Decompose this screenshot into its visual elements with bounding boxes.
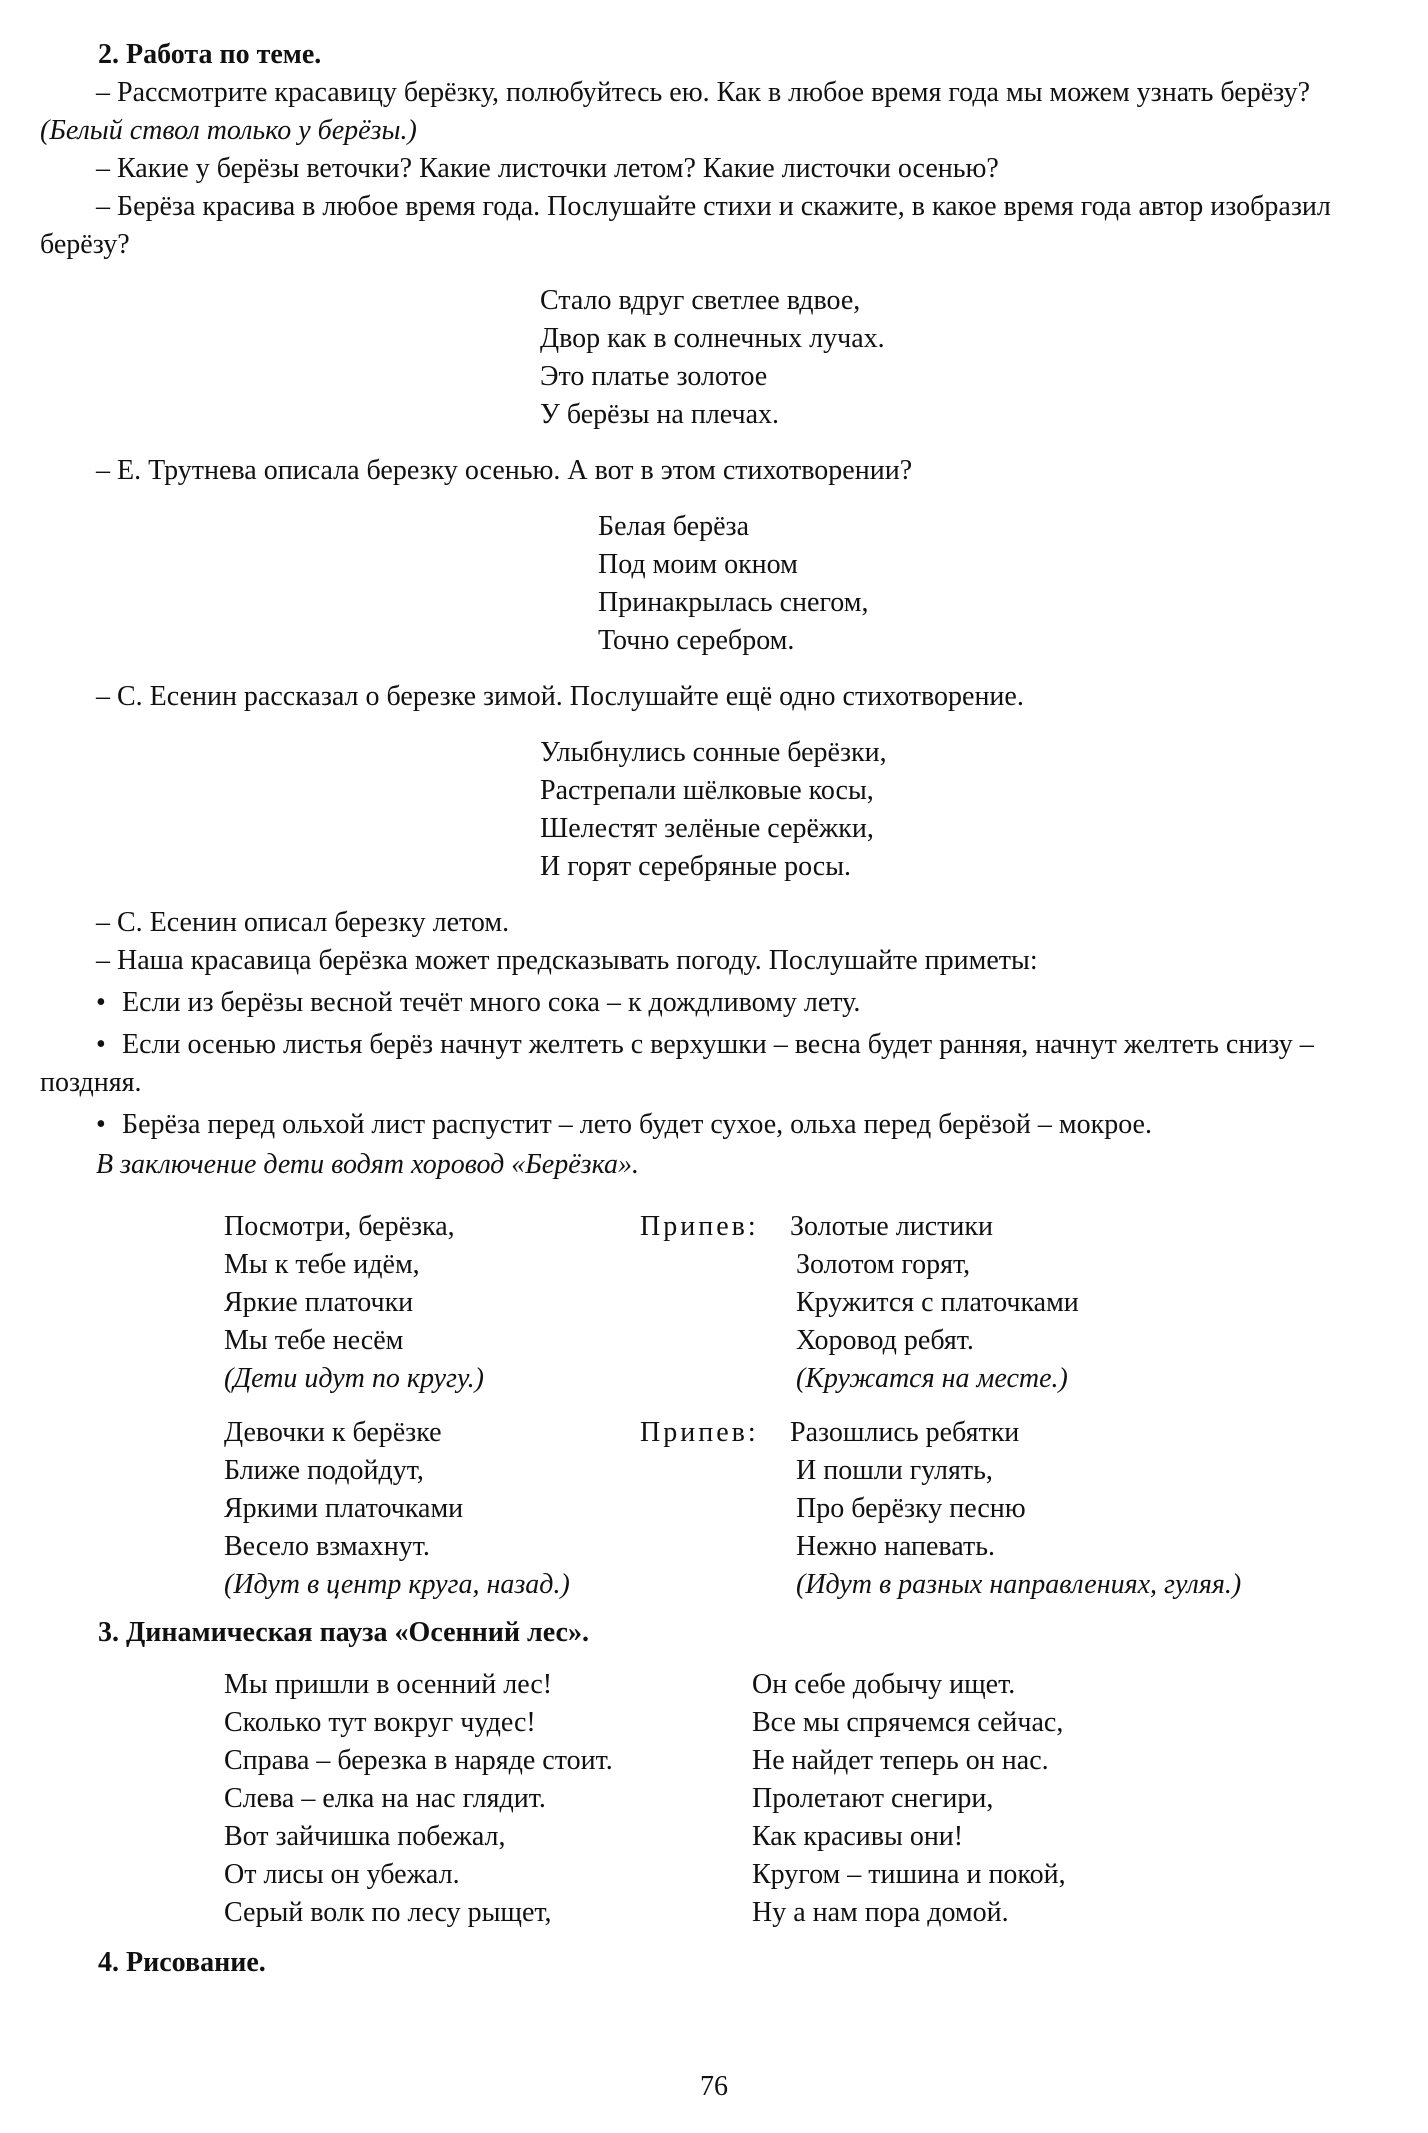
bullet-icon: • bbox=[96, 1029, 106, 1060]
poem-line: Это платье золотое bbox=[540, 361, 768, 392]
verse-line: Ближе подойдут, bbox=[224, 1455, 424, 1486]
sign-text: Берёза перед ольхой лист распустит – лето будет сухое, ольха перед берёзой – мокрое. bbox=[122, 1109, 1152, 1140]
poem-autumn bbox=[40, 282, 1388, 434]
song-block-1 bbox=[40, 1208, 1388, 1398]
poem-line: Шелестят зелёные серёжки, bbox=[540, 813, 874, 844]
poem-line: Сколько тут вокруг чудес! bbox=[224, 1707, 536, 1738]
section-heading: 4. Рисование. bbox=[98, 1947, 266, 1978]
refrain-line: И пошли гулять, bbox=[796, 1455, 993, 1486]
poem-line: От лисы он убежал. bbox=[224, 1859, 460, 1890]
song-refrain bbox=[790, 1414, 1350, 1604]
poem-line: Справа – березка в наряде стоит. bbox=[224, 1745, 613, 1776]
section-heading: 2. Работа по теме. bbox=[98, 39, 322, 70]
poem-column-right bbox=[752, 1666, 1312, 1932]
refrain-label bbox=[640, 1208, 792, 1398]
poem-line: Пролетают снегири, bbox=[752, 1783, 994, 1814]
refrain-line: Золотом горят, bbox=[796, 1249, 971, 1280]
poem-line: Как красивы они! bbox=[752, 1821, 964, 1852]
poem-line: У берёзы на плечах. bbox=[540, 399, 780, 430]
refrain-label bbox=[640, 1414, 792, 1604]
paragraph: – С. Есенин рассказал о березке зимой. Послушайте ещё одно стихотворение. bbox=[96, 681, 1024, 712]
verse-line: Яркие платочки bbox=[224, 1287, 414, 1318]
sign-text: Если из берёзы весной течёт много сока – к дождливому лету. bbox=[122, 987, 861, 1018]
stage-direction: (Идут в центр круга, назад.) bbox=[224, 1569, 570, 1600]
answer-italic: (Белый ствол только у берёзы.) bbox=[40, 115, 417, 146]
poem-line: Все мы спрячемся сейчас, bbox=[752, 1707, 1064, 1738]
refrain-line: Золотые листики bbox=[790, 1211, 993, 1242]
page-number: 76 bbox=[700, 2071, 728, 2102]
paragraph: – Какие у берёзы веточки? Какие листочки летом? Какие листочки осенью? bbox=[96, 153, 999, 184]
song-refrain bbox=[790, 1208, 1350, 1398]
poem-line: Под моим окном bbox=[598, 549, 798, 580]
sign-list-item bbox=[40, 1026, 1388, 1102]
refrain-label-text: Припев: bbox=[640, 1417, 759, 1448]
poem-line: Вот зайчишка побежал, bbox=[224, 1821, 506, 1852]
sign-text: Если осенью листья берёз начнут желтеть с верхушки – весна будет ранняя, начнут желтеть снизу – поздняя. bbox=[40, 1029, 1314, 1098]
refrain-line: Нежно напевать. bbox=[796, 1531, 995, 1562]
poem-line: Слева – елка на нас глядит. bbox=[224, 1783, 546, 1814]
stage-direction: (Дети идут по кругу.) bbox=[224, 1363, 484, 1394]
poem-winter bbox=[40, 508, 1388, 660]
bullet-icon: • bbox=[96, 1109, 106, 1140]
verse-line: Мы тебе несём bbox=[224, 1325, 404, 1356]
stage-direction: (Идут в разных направлениях, гуляя.) bbox=[796, 1569, 1242, 1600]
section-heading: 3. Динамическая пауза «Осенний лес». bbox=[98, 1617, 589, 1648]
dynamic-pause-poem bbox=[40, 1666, 1388, 1932]
verse-line: Весело взмахнут. bbox=[224, 1531, 430, 1562]
sign-list-item bbox=[40, 984, 1388, 1022]
paragraph: – Наша красавица берёзка может предсказывать погоду. Послушайте приметы: bbox=[96, 945, 1038, 976]
poem-column-left bbox=[40, 1666, 752, 1932]
refrain-line: Кружится с платочками bbox=[796, 1287, 1079, 1318]
bullet-icon: • bbox=[96, 987, 106, 1018]
verse-line: Девочки к берёзке bbox=[224, 1417, 442, 1448]
poem-line: Растрепали шёлковые косы, bbox=[540, 775, 874, 806]
refrain-line: Хоровод ребят. bbox=[796, 1325, 974, 1356]
stage-direction: (Кружатся на месте.) bbox=[796, 1363, 1068, 1394]
paragraph bbox=[40, 74, 1388, 150]
poem-line: Он себе добычу ищет. bbox=[752, 1669, 1016, 1700]
poem-summer bbox=[40, 734, 1388, 886]
poem-line: Кругом – тишина и покой, bbox=[752, 1859, 1066, 1890]
poem-line: Точно серебром. bbox=[598, 625, 795, 656]
poem-line: И горят серебряные росы. bbox=[540, 851, 852, 882]
refrain-line: Разошлись ребятки bbox=[790, 1417, 1020, 1448]
poem-line: Двор как в солнечных лучах. bbox=[540, 323, 885, 354]
paragraph: – Берёза красива в любое время года. Послушайте стихи и скажите, в какое время года автор изобразил берёзу? bbox=[40, 191, 1331, 260]
poem-line: Стало вдруг светлее вдвое, bbox=[540, 285, 861, 316]
verse-line: Посмотри, берёзка, bbox=[224, 1211, 455, 1242]
poem-line: Улыбнулись сонные берёзки, bbox=[540, 737, 887, 768]
paragraph: – С. Есенин описал березку летом. bbox=[96, 907, 510, 938]
song-verse bbox=[40, 1414, 640, 1604]
poem-line: Ну а нам пора домой. bbox=[752, 1897, 1009, 1928]
song-block-2 bbox=[40, 1414, 1388, 1604]
verse-line: Мы к тебе идём, bbox=[224, 1249, 420, 1280]
paragraph-text: – Рассмотрите красавицу берёзку, полюбуйтесь ею. Как в любое время года мы можем узнать берёзу? bbox=[96, 77, 1311, 108]
song-verse bbox=[40, 1208, 640, 1398]
poem-line: Не найдет теперь он нас. bbox=[752, 1745, 1049, 1776]
sign-list-item bbox=[40, 1106, 1388, 1144]
refrain-label-text: Припев: bbox=[640, 1211, 759, 1242]
conclusion-note: В заключение дети водят хоровод «Берёзка». bbox=[96, 1149, 639, 1180]
poem-line: Белая берёза bbox=[598, 511, 750, 542]
poem-line: Мы пришли в осенний лес! bbox=[224, 1669, 553, 1700]
paragraph: – Е. Трутнева описала березку осенью. А вот в этом стихотворении? bbox=[96, 455, 913, 486]
poem-line: Серый волк по лесу рыщет, bbox=[224, 1897, 552, 1928]
verse-line: Яркими платочками bbox=[224, 1493, 464, 1524]
refrain-line: Про берёзку песню bbox=[796, 1493, 1026, 1524]
poem-line: Принакрылась снегом, bbox=[598, 587, 869, 618]
